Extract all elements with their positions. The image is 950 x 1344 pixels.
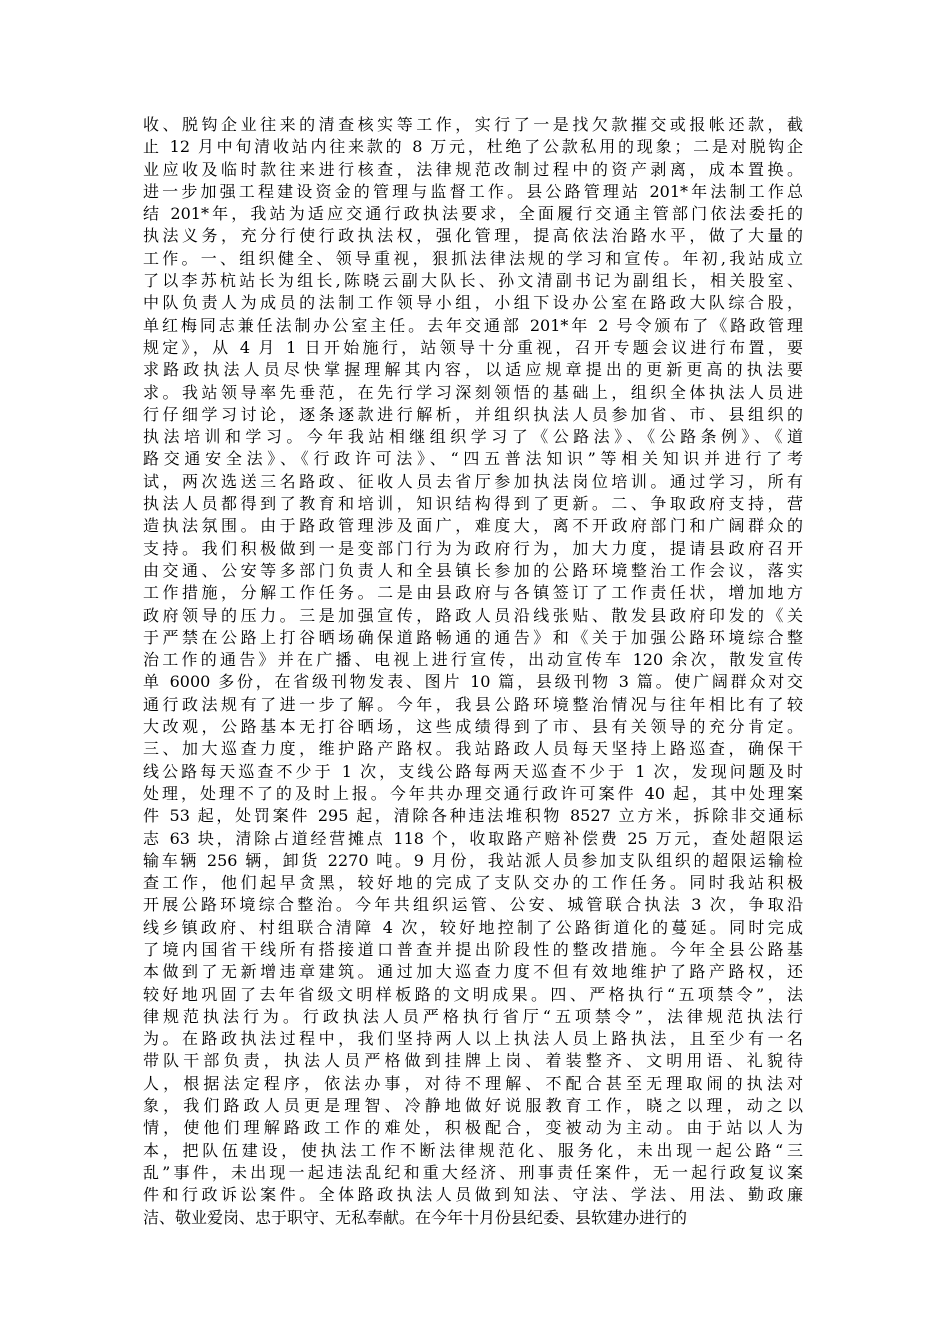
text-line: 求路政执法人员尽快掌握理解其内容，以适应规章提出的更新更高的执法要: [143, 360, 803, 380]
text-line: 开展公路环境综合整治。今年共组织运管、公安、城管联合执法 3 次，争取沿: [143, 895, 803, 915]
text-line: 中队负责人为成员的法制工作领导小组，小组下设办公室在路政大队综合股，: [143, 293, 803, 313]
text-line: 规定》，从 4 月 1 日开始施行，站领导十分重视，召开专题会议进行布置，要: [143, 337, 803, 357]
text-line: 执法培训和学习。今年我站相继组织学习了《公路法》、《公路条例》、《道: [143, 427, 803, 447]
text-line: 工作。一、组织健全、领导重视，狠抓法律法规的学习和宣传。年初,我站成立: [143, 248, 803, 268]
text-line: 了以李苏杭站长为组长,陈晓云副大队长、孙文清副书记为副组长，相关股室、: [143, 271, 803, 291]
text-line: 象，我们路政人员更是理智、冷静地做好说服教育工作，晓之以理，动之以: [143, 1096, 803, 1116]
text-line: 路交通安全法》、《行政许可法》、“四五普法知识”等相关知识并进行了考: [143, 449, 803, 469]
text-line: 单红梅同志兼任法制办公室主任。去年交通部 201*年 2 号令颁布了《路政管理: [143, 315, 803, 335]
text-line: 为。在路政执法过程中，我们坚持两人以上执法人员上路执法，且至少有一名: [143, 1029, 803, 1049]
text-line: 大改观，公路基本无打谷晒场，这些成绩得到了市、县有关领导的充分肯定。: [143, 717, 803, 737]
text-line: 处理，处理不了的及时上报。今年共办理交通行政许可案件 40 起，其中处理案: [143, 783, 803, 803]
text-line: 收、脱钩企业往来的清查核实等工作，实行了一是找欠款摧交或报帐还款，截: [143, 115, 803, 134]
text-line: 了境内国省干线所有搭接道口普查并提出阶段性的整改措施。今年全县公路基: [143, 939, 803, 959]
text-line: 线乡镇政府、村组联合清障 4 次，较好地控制了公路街道化的蔓延。同时完成: [143, 917, 803, 937]
text-line: 执法义务，充分行使行政执法权，强化管理，提高依法治路水平，做了大量的: [143, 226, 803, 246]
text-line: 志 63 块，清除占道经营摊点 118 个，收取路产赔补偿费 25 万元，查处超限运: [143, 828, 803, 848]
text-line: 求。我站领导率先垂范，在先行学习深刻领悟的基础上，组织全体执法人员进: [143, 382, 803, 402]
text-line: 乱”事件，未出现一起违法乱纪和重大经济、刑事责任案件，无一起行政复议案: [143, 1162, 803, 1182]
text-line: 治工作的通告》并在广播、电视上进行宣传，出动宣传车 120 余次，散发宣传: [143, 650, 803, 670]
text-line: 于严禁在公路上打谷晒场确保道路畅通的通告》和《关于加强公路环境综合整: [143, 627, 803, 647]
text-line: 查工作，他们起早贪黑，较好地的完成了支队交办的工作任务。同时我站积极: [143, 873, 803, 893]
text-line: 通行政法规有了进一步了解。今年，我县公路环境整治情况与往年相比有了较: [143, 694, 803, 714]
text-line: 洁、敬业爱岗、忠于职守、无私奉献。在今年十月份县纪委、县软建办进行的: [143, 1207, 688, 1227]
text-line: 人，根据法定程序，依法办事，对待不理解、不配合甚至无理取闹的执法对: [143, 1073, 803, 1093]
text-line: 带队干部负责，执法人员严格做到挂牌上岗、着装整齐、文明用语、礼貌待: [143, 1051, 803, 1071]
text-line: 由交通、公安等多部门负责人和全县镇长参加的公路环境整治工作会议，落实: [143, 560, 803, 580]
text-line: 线公路每天巡查不少于 1 次，支线公路每两天巡查不少于 1 次，发现问题及时: [143, 761, 803, 781]
text-line: 件 53 起，处罚案件 295 起，清除各种违法堆积物 8527 立方米，拆除非交通标: [143, 806, 803, 826]
text-line: 单 6000 多份，在省级刊物发表、图片 10 篇，县级刊物 3 篇。使广阔群众对交: [143, 672, 803, 692]
text-line: 执法人员都得到了教育和培训，知识结构得到了更新。二、争取政府支持，营: [143, 494, 803, 514]
text-line: 本做到了无新增违章建筑。通过加大巡查力度不但有效地维护了路产路权，还: [143, 962, 803, 982]
text-line: 结 201*年，我站为适应交通行政执法要求，全面履行交通主管部门依法委托的: [143, 204, 803, 224]
text-line: 政府领导的压力。三是加强宣传，路政人员沿线张贴、散发县政府印发的《关: [143, 605, 803, 625]
text-line: 支持。我们积极做到一是变部门行为为政府行为，加大力度，提请县政府召开: [143, 538, 803, 558]
body-text: [143, 114, 803, 1229]
text-line: 三、加大巡查力度，维护路产路权。我站路政人员每天坚持上路巡查，确保干: [143, 739, 803, 759]
text-line: 行仔细学习讨论，逐条逐款进行解析，并组织执法人员参加省、市、县组织的: [143, 404, 803, 424]
text-line: 输车辆 256 辆，卸货 2270 吨。9 月份，我站派人员参加支队组织的超限运输检: [143, 850, 803, 870]
text-line: 本，把队伍建设，使执法工作不断法律规范化、服务化，未出现一起公路“三: [143, 1140, 803, 1160]
text-line: 造执法氛围。由于路政管理涉及面广，难度大，离不开政府部门和广阔群众的: [143, 516, 803, 536]
text-line: 律规范执法行为。行政执法人员严格执行省厅“五项禁令”，法律规范执法行: [143, 1006, 803, 1026]
text-line: 业应收及临时款往来进行核查，法律规范改制过程中的资产剥离，成本置换。: [143, 159, 803, 179]
text-line: 较好地巩固了去年省级文明样板路的文明成果。四、严格执行“五项禁令”，法: [143, 984, 803, 1004]
text-line: 件和行政诉讼案件。全体路政执法人员做到知法、守法、学法、用法、勤政廉: [143, 1185, 803, 1205]
text-line: 工作措施，分解工作任务。二是由县政府与各镇签订了工作责任状，增加地方: [143, 583, 803, 603]
text-line: 试，两次选送三名路政、征收人员去省厅参加执法岗位培训。通过学习，所有: [143, 471, 803, 491]
text-line: 止 12 月中旬清收站内往来款的 8 万元，杜绝了公款私用的现象；二是对脱钩企: [143, 137, 803, 157]
text-line: 情，使他们理解路政工作的难处，积极配合，变被动为主动。由于站以人为: [143, 1118, 803, 1138]
text-line: 进一步加强工程建设资金的管理与监督工作。县公路管理站 201*年法制工作总: [143, 181, 803, 201]
